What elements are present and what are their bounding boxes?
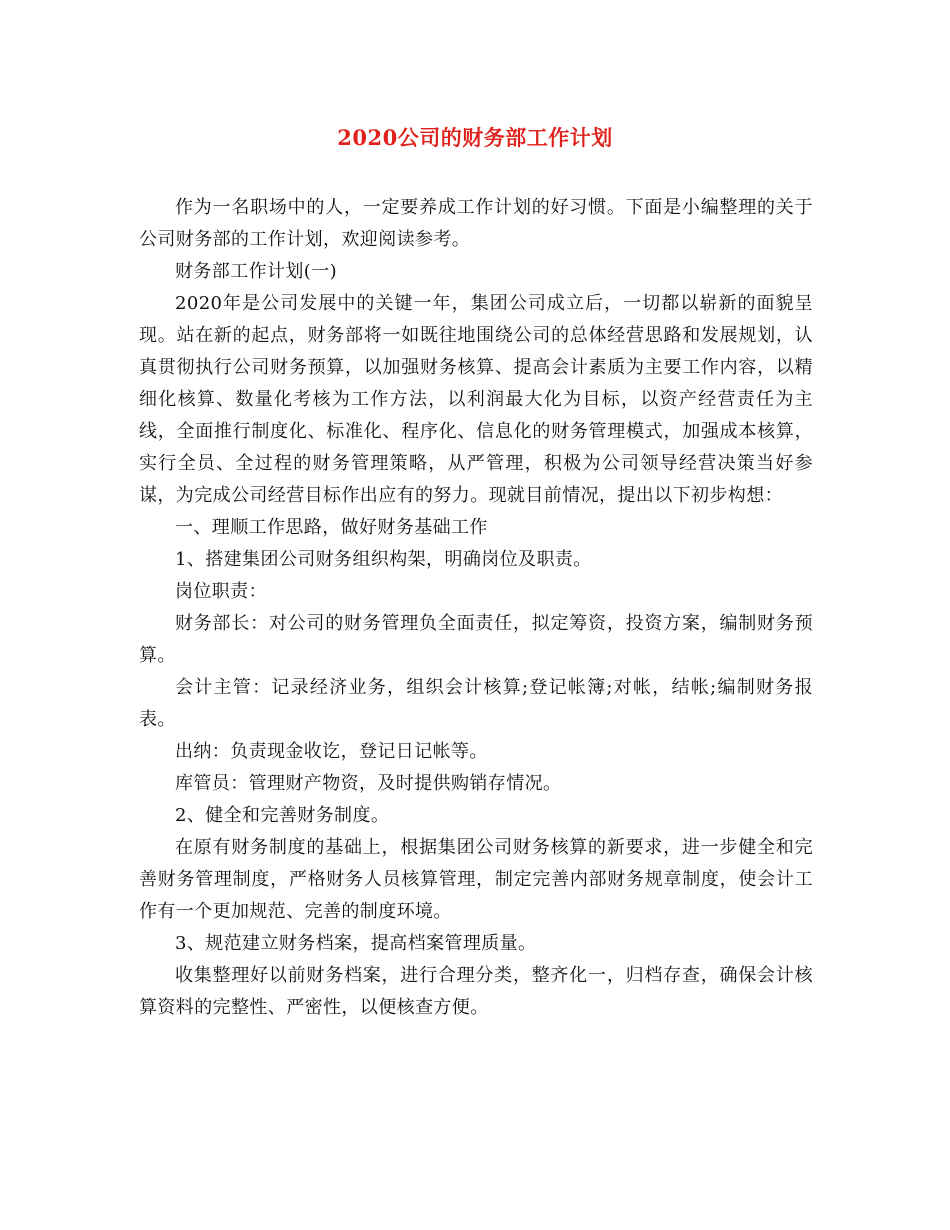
document-title: 2020公司的财务部工作计划 bbox=[337, 125, 613, 150]
duty-cashier: 出纳：负责现金收讫，登记日记帐等。 bbox=[175, 741, 488, 762]
paragraph-archives: 收集整理好以前财务档案，进行合理分类，整齐化一，归档存查，确保会计核算资料的完整性、严密性，以便核查方便。 bbox=[139, 965, 813, 1018]
duty-accounting-supervisor: 会计主管：记录经济业务，组织会计核算;登记帐簿;对帐，结帐;编制财务报表。 bbox=[139, 677, 813, 730]
duty-warehouse-keeper: 库管员：管理财产物资，及时提供购销存情况。 bbox=[175, 773, 562, 794]
item-heading-3: 3、规范建立财务档案，提高档案管理质量。 bbox=[175, 933, 537, 954]
item-heading-1: 1、搭建集团公司财务组织构架，明确岗位及职责。 bbox=[175, 549, 592, 570]
section-heading-1: 一、理顺工作思路，做好财务基础工作 bbox=[175, 517, 488, 538]
paragraph-overview: 2020年是公司发展中的关键一年，集团公司成立后，一切都以崭新的面貌呈现。站在新的起点，财务部将一如既往地围绕公司的总体经营思路和发展规划，认真贯彻执行公司财务预算，以加强财务核算、提高会计素质为主要工作内容，以精细化核算、数量化考核为工作方法，以利润最大化为目标，以资产经营责任为主线，全面推行制度化、标准化、程序化、信息化的财务管理模式，加强成本核算，实行全员、全过程的财务管理策略，从严管理，积极为公司领导经营决策当好参谋，为完成公司经营目标作出应有的努力。现就目前情况，提出以下初步构想： bbox=[139, 293, 813, 506]
paragraph-intro: 作为一名职场中的人，一定要养成工作计划的好习惯。下面是小编整理的关于公司财务部的工作计划，欢迎阅读参考。 bbox=[139, 197, 813, 250]
item-heading-2: 2、健全和完善财务制度。 bbox=[175, 805, 390, 826]
paragraph-finance-system: 在原有财务制度的基础上，根据集团公司财务核算的新要求，进一步健全和完善财务管理制度，严格财务人员核算管理，制定完善内部财务规章制度，使会计工作有一个更加规范、完善的制度环境。 bbox=[139, 837, 813, 922]
document-body bbox=[139, 192, 813, 1024]
section-heading-plan-one: 财务部工作计划(一) bbox=[175, 261, 338, 282]
label-duties: 岗位职责： bbox=[175, 581, 267, 602]
duty-finance-director: 财务部长：对公司的财务管理负全面责任，拟定筹资，投资方案，编制财务预算。 bbox=[139, 613, 813, 666]
